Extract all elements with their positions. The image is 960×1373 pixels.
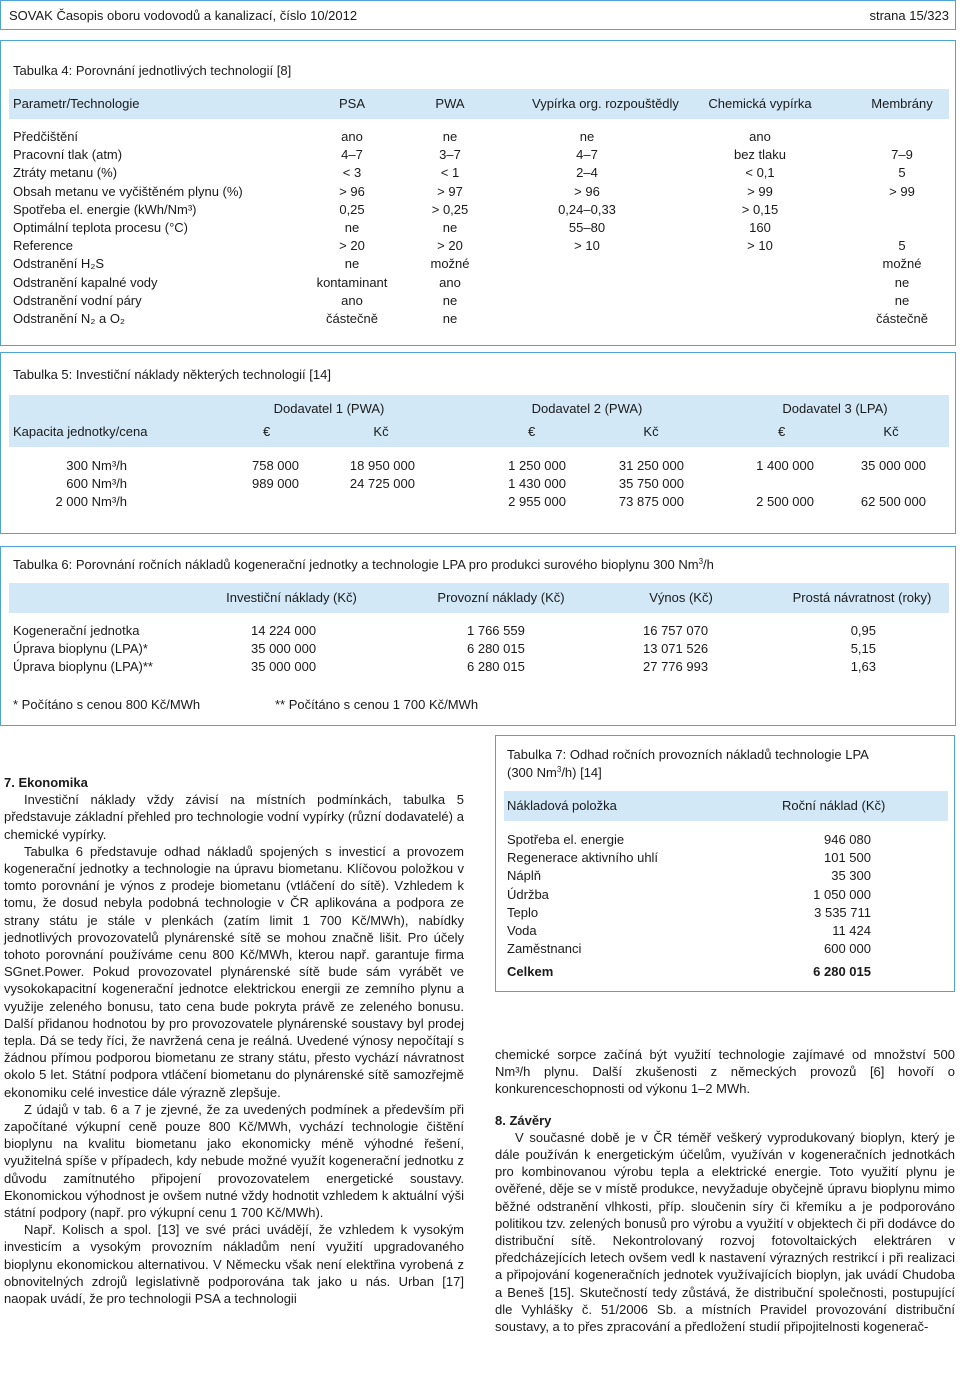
table-5-row-label: 300 Nm³/h bbox=[66, 458, 127, 473]
table-4-cell: > 96 bbox=[339, 183, 365, 199]
table-7-total-label: Celkem bbox=[507, 964, 554, 980]
table-4-cell: 3–7 bbox=[439, 147, 461, 163]
table-4-cell: ano bbox=[749, 129, 771, 144]
table-7-row-label: Náplň bbox=[507, 868, 541, 884]
table-4-row-label: Odstranění N₂ a O₂ bbox=[13, 311, 125, 326]
table-5-unit: Kč bbox=[373, 424, 389, 439]
left-paragraph-1: Investiční náklady vždy závisí na místních podmínkách, tabulka 5 představuje základní přehled pro technologie vodní vypírky (různí dodavatelé) a chemické vypírky. bbox=[4, 792, 464, 842]
table-4-cell: ne bbox=[344, 220, 360, 235]
table-7-col-header: Roční náklad (Kč) bbox=[782, 798, 886, 813]
table-5-unit: Kč bbox=[643, 424, 659, 439]
table-4-col-header: PWA bbox=[435, 96, 465, 111]
table-4-col-header: Parametr/Technologie bbox=[13, 96, 140, 111]
table-6-cell: 1 766 559 bbox=[467, 623, 525, 638]
table-4-row-label: Optimální teplota procesu (°C) bbox=[13, 220, 188, 235]
table-4-row-label: Odstranění kapalné vody bbox=[13, 274, 158, 290]
table-4-cell: 4–7 bbox=[341, 147, 363, 163]
table-4-row-label: Předčištění bbox=[13, 129, 79, 144]
table-4-cell: ano bbox=[439, 274, 461, 290]
table-5-cell: 62 500 000 bbox=[860, 494, 926, 510]
table-4-cell: ne bbox=[344, 256, 360, 272]
table-7-row-value: 3 535 711 bbox=[814, 904, 871, 920]
table-4-cell: 5 bbox=[898, 165, 906, 181]
table-6-row-label: Kogenerační jednotka bbox=[13, 623, 140, 638]
table-6-cell: 35 000 000 bbox=[251, 659, 317, 675]
right-intro-paragraph: chemické sorpce začíná být využití technologie zajímavé od množství 500 Nm³/h plynu. Další zkušenosti z německých provozů [6] hovoří o konkurenceschopnosti od výkonu 1–2 MWh. bbox=[495, 1047, 955, 1097]
table-6-title: Tabulka 6: Porovnání ročních nákladů kogenerační jednotky a technologie LPA pro produkci surového bioplynu 300 Nm$^3$/h bbox=[13, 557, 714, 572]
table-5-unit: € bbox=[528, 424, 536, 439]
table-5-title: Tabulka 5: Investiční náklady některých technologií [14] bbox=[13, 367, 331, 382]
table-5-cell: 35 750 000 bbox=[618, 476, 684, 492]
table-4-cell: ano bbox=[341, 292, 363, 308]
table-5-supplier-header: Dodavatel 1 (PWA) bbox=[273, 401, 385, 416]
table-4-col-header: Chemická vypírka bbox=[708, 96, 812, 111]
table-5-cell: 24 725 000 bbox=[349, 476, 415, 492]
table-5-cell: 2 500 000 bbox=[756, 494, 814, 510]
table-7-total-value: 6 280 015 bbox=[813, 964, 871, 980]
table-7-row-value: 946 080 bbox=[824, 832, 871, 847]
table-4-col-header: PSA bbox=[338, 96, 365, 111]
table-5-cell: 2 955 000 bbox=[508, 494, 566, 510]
table-4-cell: 4–7 bbox=[576, 147, 598, 163]
table-4-cell: 2–4 bbox=[576, 165, 598, 181]
table-6-cell: 27 776 993 bbox=[643, 659, 709, 675]
table-5-cell: 31 250 000 bbox=[618, 458, 684, 473]
right-paragraph-1: V současné době je v ČR téměř veškerý vyprodukovaný bioplyn, který je dále používán k energetickým účelům, využíván v kogeneračních jednotkách pro kombinovanou výrobu tepla a elektrické energie. Toto využití plynu je ověřené, děje se v místě produkce, nevyžaduje obyčejně úpravu bioplynu mimo běžné odstranění vlhkosti, příp. sloučenin síry či křemíku a je podporováno politikou tzv. zelených bonusů pro výrobu a využití v objektech či při dodávce do distribuční sítě. Nekontrolovaný rozvoj fotovoltaických elektráren v předcházejících letech ovšem vedl k nastavení výrazných restrikcí i při realizaci a připojování kogeneračních jednotek využívajících bioplyn, jak uvádí Chudoba a Beneš [15]. Skutečností tedy zůstává, že distribuční společnosti, postupující dle Vyhlášky č. 51/2006 Sb. a místních Pravidel provozování distribuční soustavy, a to přes zpracování a předložení studií připojitelnosti kogenerač- bbox=[495, 1129, 955, 1335]
table-4-row-label: Pracovní tlak (atm) bbox=[13, 147, 123, 163]
table-6-col-header: Provozní náklady (Kč) bbox=[437, 590, 565, 605]
table-4-row-label: Ztráty metanu (%) bbox=[13, 165, 118, 181]
table-5-cell: 758 000 bbox=[252, 458, 299, 473]
table-6-col-header: Výnos (Kč) bbox=[649, 590, 713, 605]
table-7-row-value: 600 000 bbox=[824, 941, 871, 957]
table-7-row-value: 101 500 bbox=[824, 850, 871, 866]
table-6-cell: 5,15 bbox=[850, 641, 876, 657]
table-4-cell: > 20 bbox=[437, 238, 463, 254]
table-6-note: * Počítáno s cenou 800 Kč/MWh bbox=[13, 697, 201, 712]
table-4-cell: ne bbox=[442, 292, 458, 308]
table-7-row-value: 11 424 bbox=[832, 923, 871, 938]
table-5-unit: € bbox=[263, 424, 271, 439]
table-4-cell: > 99 bbox=[747, 183, 773, 199]
table-6-row-label: Úprava bioplynu (LPA)** bbox=[13, 659, 153, 675]
table-4-cell: částečně bbox=[325, 311, 379, 326]
table-4-cell: < 3 bbox=[342, 165, 362, 181]
table-5-row-header: Kapacita jednotky/cena bbox=[13, 424, 148, 439]
table-4-cell: ne bbox=[442, 129, 458, 144]
table-6-cell: 6 280 015 bbox=[467, 641, 525, 657]
table-4-row-label: Odstranění H₂S bbox=[13, 256, 105, 272]
table-5-cell: 73 875 000 bbox=[618, 494, 684, 510]
table-4-cell: možné bbox=[430, 256, 470, 272]
table-7-row-label: Spotřeba el. energie bbox=[507, 832, 625, 847]
table-4 bbox=[0, 40, 956, 346]
section-8-heading: 8. Závěry bbox=[495, 1112, 552, 1128]
table-6-cell: 16 757 070 bbox=[643, 623, 709, 638]
table-4-cell: > 97 bbox=[437, 183, 463, 199]
table-6 bbox=[0, 546, 956, 726]
table-4-cell: > 0,15 bbox=[741, 201, 779, 217]
table-5 bbox=[0, 352, 956, 534]
table-4-cell: > 0,25 bbox=[431, 201, 469, 217]
table-4-cell: ano bbox=[341, 129, 363, 144]
table-4-cell: 55–80 bbox=[568, 220, 606, 235]
table-4-cell: částečně bbox=[875, 311, 929, 326]
table-5-cell: 989 000 bbox=[252, 476, 299, 492]
table-7-row-label: Zaměstnanci bbox=[507, 941, 582, 957]
table-4-row-label: Reference bbox=[13, 238, 73, 254]
table-7-row-value: 1 050 000 bbox=[813, 886, 871, 902]
table-4-cell: 5 bbox=[898, 238, 906, 254]
table-7-row-value: 35 300 bbox=[831, 868, 871, 884]
table-6-row-label: Úprava bioplynu (LPA)* bbox=[13, 641, 148, 657]
table-4-cell: 0,24–0,33 bbox=[558, 201, 616, 217]
table-5-row-label: 2 000 Nm³/h bbox=[55, 494, 127, 510]
table-4-row-label: Obsah metanu ve vyčištěném plynu (%) bbox=[13, 183, 243, 199]
table-4-row-label: Odstranění vodní páry bbox=[13, 292, 142, 308]
table-6-cell: 6 280 015 bbox=[467, 659, 525, 675]
table-7-col-header: Nákladová položka bbox=[507, 798, 617, 813]
table-7-row-label: Regenerace aktivního uhlí bbox=[507, 850, 659, 866]
table-4-cell: ne bbox=[894, 292, 910, 308]
section-7-heading: 7. Ekonomika bbox=[4, 775, 88, 790]
table-4-cell: ne bbox=[442, 311, 458, 326]
table-6-note: ** Počítáno s cenou 1 700 Kč/MWh bbox=[275, 697, 479, 712]
left-paragraph-4: Např. Kolisch a spol. [13] ve své práci uvádějí, že vzhledem k vysokým investicím a vysokým provozním nákladům není využití upgradovaného bioplynu ekonomickou alternativou. V Německu však není elektřina vyrobená z obnovitelných zdrojů legislativně podporována tak jako u nás. Urban [17] naopak uvádí, že pro technologii PSA a technologii bbox=[4, 1222, 464, 1307]
page-number: strana 15/323 bbox=[869, 7, 949, 23]
table-5-cell: 35 000 000 bbox=[860, 458, 926, 473]
table-4-cell: < 0,1 bbox=[745, 165, 775, 181]
table-4-cell: ne bbox=[442, 220, 458, 235]
table-4-cell: bez tlaku bbox=[733, 147, 787, 163]
table-4-cell: > 96 bbox=[574, 183, 600, 199]
table-4-col-header: Membrány bbox=[871, 96, 933, 111]
table-6-cell: 14 224 000 bbox=[251, 623, 317, 638]
left-paragraph-2: Tabulka 6 představuje odhad nákladů spojených s investicí a provozem kogenerační jednotky a technologie na úpravu biometanu. Klíčovou položkou v tomto porovnání je výnos z prodeje biometanu (vtláčení do sítě). Vzhledem k tomu, že dosud nebyla podobná technologie v ČR aplikována a podpora ze strany státu je stále v plenkách (zatím limit 1 700 Kč/MWh), nabídky jednotlivých provozovatelů plynárenské sítě se mohou značně lišit. Pro účely tohoto porovnání používáme cenu 800 Kč/MWh, kterou např. garantuje firma SGnet.Power. Pokud provozovatel plynárenské sítě bude sám vyrábět ve vysokokapacitní kogenerační jednotce elektrickou energii ze zemního plynu a využije zeleného bonusu, tato cena bude pokryta právě ze zeleného bonusu. Další přidanou hodnotou by pro provozovatele plynárenské soustavy byl prodej tepla. Dá se tedy říci, že navržená cena je reálná. Uvedené výnosy nepočítají s žádnou přímou podporou biometanu ze strany státu, přesto vychází návratnost okolo 5 let. Státní podpora vtláčení biometanu do plynárenské sítě samozřejmě ekonomiku celé investice dále výrazně zlepšuje. bbox=[4, 843, 464, 1100]
table-4-col-header: Vypírka org. rozpouštědly bbox=[532, 96, 679, 111]
table-7-title-line1: Tabulka 7: Odhad ročních provozních nákladů technologie LPA bbox=[507, 747, 869, 762]
table-5-cell: 1 430 000 bbox=[508, 476, 566, 492]
left-paragraph-3: Z údajů v tab. 6 a 7 je zjevné, že za uvedených podmínek a především při započítané výkupní ceně pouze 800 Kč/MWh, vychází technologie čištění bioplynu na kvalitu biometanu jako ekonomicky méně výhodné řešení, využitelná spíše v případech, kdy nebude možné využít kogenerační jednotku z důvodu zamítnutého připojení provozovatelem energetické soustavy. Ekonomickou výhodnost je ovšem nutné vždy hodnotit vzhledem k aktuální výši státní podpory (např. pro výkupní cenu 1 700 Kč/MWh). bbox=[4, 1101, 464, 1221]
table-4-cell: 7–9 bbox=[891, 147, 913, 163]
table-5-row-label: 600 Nm³/h bbox=[66, 476, 127, 492]
table-5-cell: 1 400 000 bbox=[756, 458, 814, 473]
left-text-column bbox=[4, 774, 464, 1307]
journal-title: SOVAK Časopis oboru vodovodů a kanalizací, číslo 10/2012 bbox=[9, 7, 358, 23]
table-4-cell: ne bbox=[894, 274, 910, 290]
table-4-cell: možné bbox=[882, 256, 922, 272]
table-4-cell: > 10 bbox=[574, 238, 600, 254]
table-5-unit: € bbox=[778, 424, 786, 439]
table-4-row-label: Spotřeba el. energie (kWh/Nm³) bbox=[13, 201, 197, 217]
table-4-cell: ne bbox=[579, 129, 595, 144]
table-7 bbox=[495, 735, 955, 992]
table-4-title: Tabulka 4: Porovnání jednotlivých technologií [8] bbox=[13, 63, 292, 78]
table-5-unit: Kč bbox=[883, 424, 899, 439]
table-6-cell: 35 000 000 bbox=[251, 641, 317, 657]
table-4-cell: 160 bbox=[749, 220, 771, 235]
table-5-cell: 18 950 000 bbox=[349, 458, 415, 473]
table-5-cell: 1 250 000 bbox=[508, 458, 566, 473]
table-7-title-line2: (300 Nm$^3$/h) [14] bbox=[507, 765, 602, 780]
table-6-cell: 1,63 bbox=[850, 659, 876, 675]
table-7-row-label: Teplo bbox=[507, 904, 539, 920]
right-text-column bbox=[495, 1046, 955, 1335]
page-header bbox=[0, 0, 956, 30]
table-4-cell: > 10 bbox=[747, 238, 773, 254]
table-6-cell: 0,95 bbox=[850, 623, 876, 638]
table-5-supplier-header: Dodavatel 2 (PWA) bbox=[531, 401, 643, 416]
table-4-cell: > 20 bbox=[339, 238, 365, 254]
table-6-cell: 13 071 526 bbox=[643, 641, 709, 657]
table-4-cell: < 1 bbox=[440, 165, 460, 181]
table-4-cell: kontaminant bbox=[316, 274, 388, 290]
table-4-cell: 0,25 bbox=[339, 201, 365, 217]
table-7-row-label: Údržba bbox=[507, 886, 549, 902]
table-6-col-header: Investiční náklady (Kč) bbox=[226, 590, 357, 605]
table-4-cell: > 99 bbox=[889, 183, 915, 199]
table-6-col-header: Prostá návratnost (roky) bbox=[792, 590, 932, 605]
table-7-row-label: Voda bbox=[507, 923, 537, 938]
table-5-supplier-header: Dodavatel 3 (LPA) bbox=[782, 401, 888, 416]
